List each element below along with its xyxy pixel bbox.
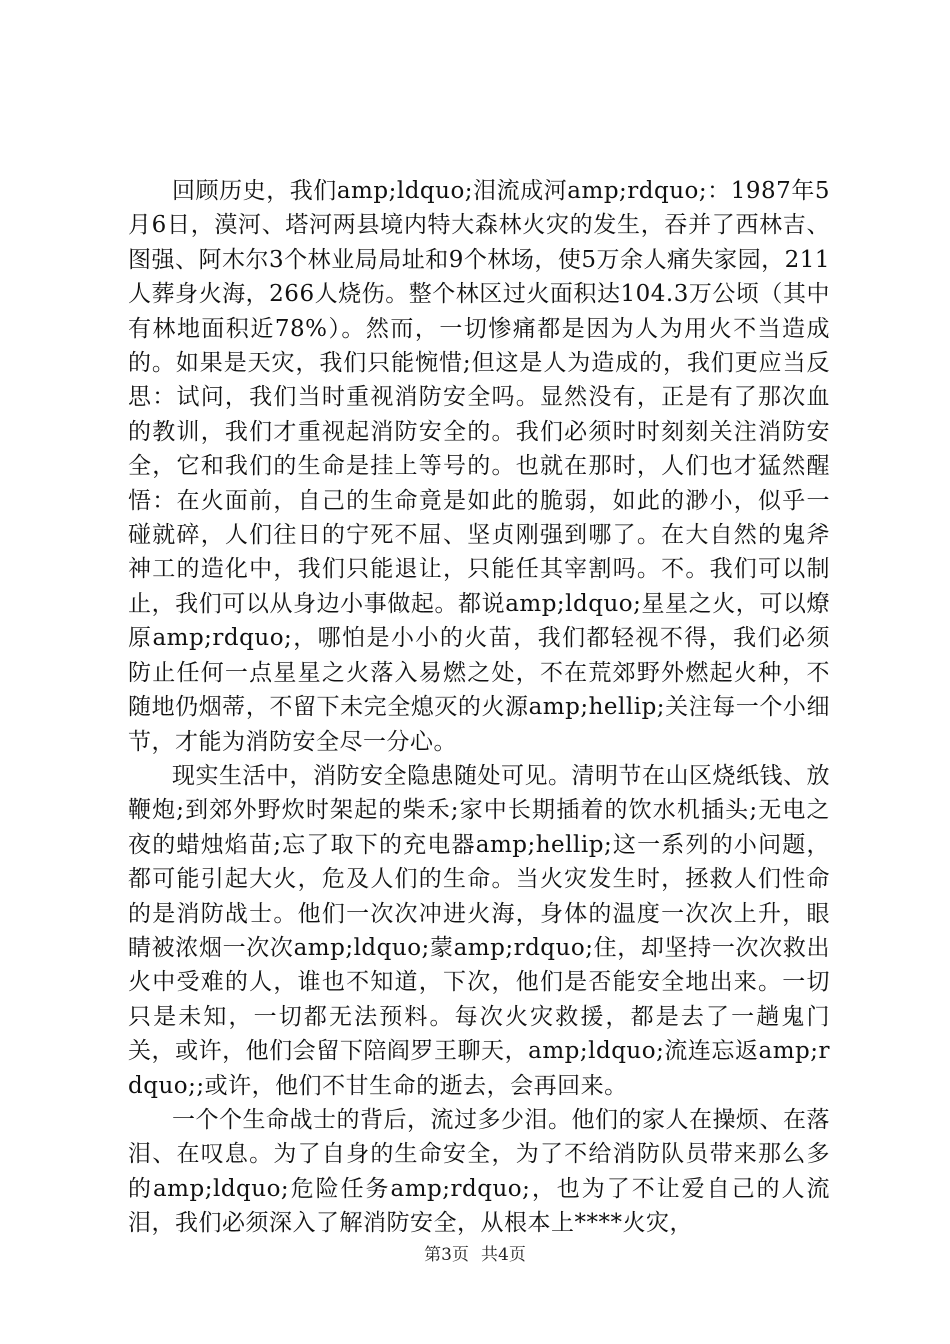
page-total: 共4页 [481, 1245, 526, 1265]
paragraph-2: 现实生活中，消防安全隐患随处可见。清明节在山区烧纸钱、放鞭炮;到郊外野炊时架起的柴禾;家中长期插着的饮水机插头;无电之夜的蜡烛焰苗;忘了取下的充电器amp;hellip;这一系列的小问题，都可能引起大火，危及人们的生命。当火灾发生时，拯救人们性命的是消防战士。他们一次次冲进火海，身体的温度一次次上升，眼睛被浓烟一次次amp;ldquo;蒙amp;rdquo;住，却坚持一次次救出火中受难的人，谁也不知道，下次，他们是否能安全地出来。一切只是未知，一切都无法预料。每次火灾救援，都是去了一趟鬼门关，或许，他们会留下陪阎罗王聊天，amp;ldquo;流连忘返amp;rdquo;;或许，他们不甘生命的逝去，会再回来。 [128, 762, 830, 1099]
paragraph-1: 回顾历史，我们amp;ldquo;泪流成河amp;rdquo;：1987年5月6日，漠河、塔河两县境内特大森林火灾的发生，吞并了西林吉、图强、阿木尔3个林业局局址和9个林场，使5万余人痛失家园，211人葬身火海，266人烧伤。整个林区过火面积达104.3万公顷（其中有林地面积近78%）。然而，一切惨痛都是因为人为用火不当造成的。如果是天灾，我们只能惋惜;但这是人为造成的，我们更应当反思：试问，我们当时重视消防安全吗。显然没有，正是有了那次血的教训，我们才重视起消防安全的。我们必须时时刻刻关注消防安全，它和我们的生命是挂上等号的。也就在那时，人们也才猛然醒悟：在火面前，自己的生命竟是如此的脆弱，如此的渺小，似乎一碰就碎，人们往日的宁死不屈、坚贞刚强到哪了。在大自然的鬼斧神工的造化中，我们只能退让，只能任其宰割吗。不。我们可以制止，我们可以从身边小事做起。都说amp;ldquo;星星之火，可以燎原amp;rdquo;，哪怕是小小的火苗，我们都轻视不得，我们必须防止任何一点星星之火落入易燃之处，不在荒郊野外燃起火种，不随地仍烟蒂，不留下未完全熄灭的火源amp;hellip;关注每一个小细节，才能为消防安全尽一分心。 [128, 178, 830, 755]
page-number: 第3页 [424, 1245, 469, 1265]
document-body [128, 174, 830, 1241]
page-footer [0, 1240, 950, 1265]
paragraph-3: 一个个生命战士的背后，流过多少泪。他们的家人在操烦、在落泪、在叹息。为了自身的生命安全，为了不给消防队员带来那么多的amp;ldquo;危险任务amp;rdquo;，也为了不让爱自己的人流泪，我们必须深入了解消防安全，从根本上****火灾， [128, 1106, 830, 1237]
